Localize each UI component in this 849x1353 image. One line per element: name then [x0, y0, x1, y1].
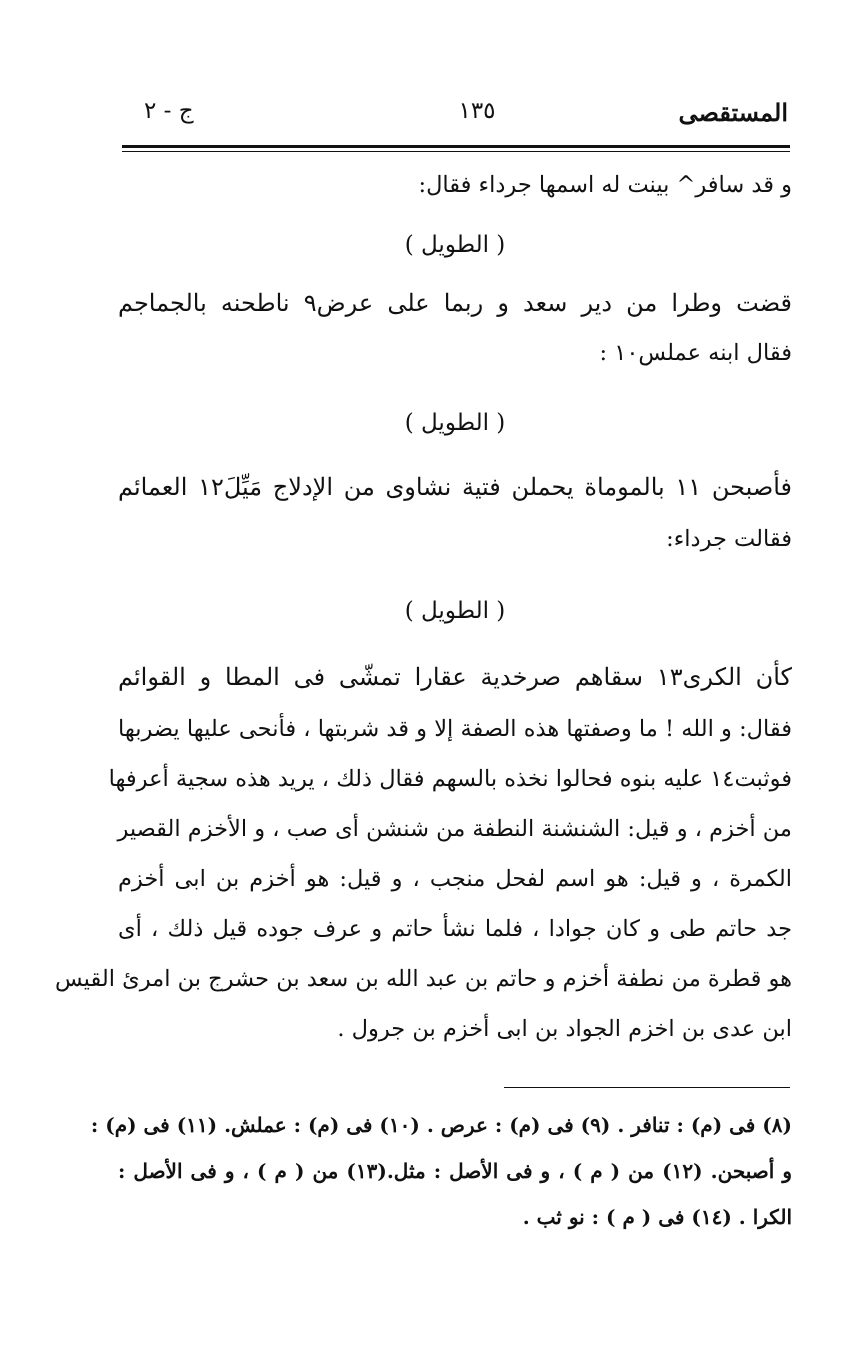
- verse-line: قضت وطرا من دير سعد و ربما على عرض٩ ناطحنه بالجماجم: [118, 289, 793, 317]
- meter-label: ( الطويل ): [404, 232, 506, 258]
- footnote-line: و أصبحن. (١٢) من ( م ) ، و فى الأصل : مثل.(١٣) من ( م ) ، و فى الأصل :: [118, 1159, 792, 1183]
- footnote-line: (٨) فى (م) : تنافر . (٩) فى (م) : عرص . (١٠) فى (م) : عملش. (١١) فى (م) :: [90, 1113, 792, 1137]
- header-rule-thick: [122, 145, 790, 148]
- page-header: [122, 98, 788, 134]
- footnote-line: الكرا . (١٤) فى ( م ) : نو ثب .: [522, 1205, 792, 1229]
- body-line: هو قطرة من نطفة أخزم و حاتم بن عبد الله بن سعد بن حشرج بن امرئ القيس: [55, 966, 792, 992]
- body-line: و قد سافر^ بينت له اسمها جرداء فقال:: [418, 172, 792, 198]
- volume-label: ج - ٢: [144, 98, 194, 124]
- page-number: ١٣٥: [458, 98, 496, 124]
- verse-line: فأصبحن ١١ بالموماة يحملن فتية نشاوى من الإدلاج مَيِّلَ١٢ العمائم: [118, 473, 792, 501]
- verse-line: كأن الكرى١٣ سقاهم صرخدية عقارا تمشّى فى المطا و القوائم: [118, 663, 792, 691]
- footnote-rule: [504, 1087, 790, 1088]
- meter-label: ( الطويل ): [404, 598, 506, 624]
- body-line: الكمرة ، و قيل: هو اسم لفحل منجب ، و قيل: هو أخزم بن ابى أخزم: [118, 866, 792, 892]
- body-line: ابن عدى بن اخزم الجواد بن ابى أخزم بن جرول .: [337, 1016, 792, 1042]
- body-line: فوثبت١٤ عليه بنوه فحالوا نخذه بالسهم فقال ذلك ، يريد هذه سجية أعرفها: [108, 766, 792, 792]
- header-rule-thin: [122, 151, 790, 152]
- body-line: فقال ابنه عملس١٠ :: [599, 340, 792, 366]
- body-line: من أخزم ، و قيل: الشنشنة النطفة من شنشن أى صب ، و الأخزم القصير: [117, 816, 792, 842]
- body-line: فقالت جرداء:: [666, 526, 792, 552]
- book-title: المستقصى: [678, 98, 788, 127]
- body-line: فقال: و الله ! ما وصفتها هذه الصفة إلا و قد شربتها ، فأنحى عليها يضربها: [118, 716, 792, 742]
- meter-label: ( الطويل ): [404, 410, 506, 436]
- body-line: جد حاتم طى و كان جوادا ، فلما نشأ حاتم و عرف جوده قيل ذلك ، أى: [118, 916, 792, 942]
